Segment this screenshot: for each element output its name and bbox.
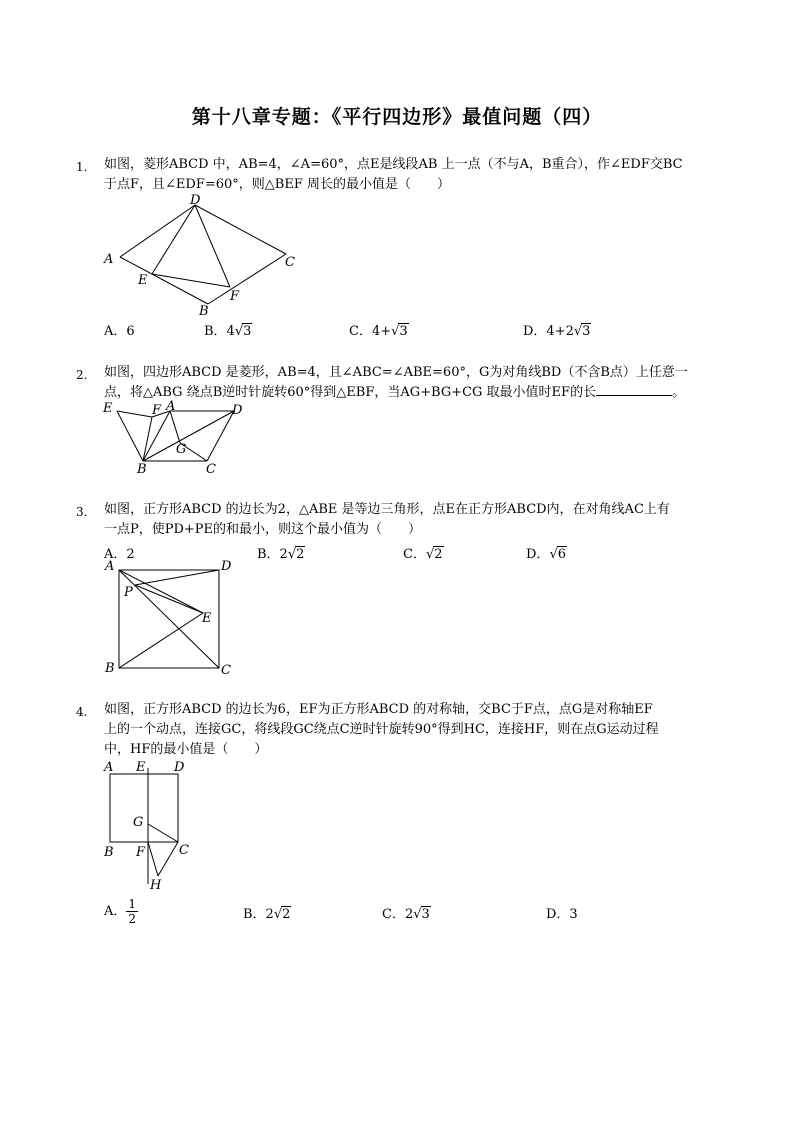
q2-label-e: E [103,401,113,416]
q3-label-b: B [105,661,115,676]
q1-label-b: B [199,304,209,319]
q2-label-a: A [166,399,176,414]
q3-option-c: C．√2 [403,547,443,562]
question-1-figure [100,192,310,320]
q4-label-h: H [150,878,162,893]
q4-option-a: A． $\frac{1}{2}$ [104,897,137,926]
question-2-line-2: 点，将△ABG 绕点B逆时针旋转60°得到△EBF，当AG+BG+CG 取最小值时EF的长 。 [104,385,686,400]
q2-label-f: F [152,403,162,418]
q2-label-d: D [232,403,243,418]
question-4-line-3: 中，HF的最小值是（ ） [104,742,268,757]
q4-option-c: C．2√3 [382,907,430,922]
q1-label-c: C [285,255,295,270]
q3-option-b-radicand: 2 [296,547,305,562]
q3-option-c-radicand: 2 [434,547,443,562]
question-4-line-1: 如图，正方形ABCD 的边长为6，EF为正方形ABCD 的对称轴，交BC于F点，点G是对称轴EF [104,702,653,717]
q3-label-e: E [202,611,212,626]
question-1-number: 1. [76,160,88,174]
question-4-number: 4. [76,705,88,719]
q2-label-g: G [176,442,187,457]
question-2-number: 2. [76,368,88,382]
question-2-line-1: 如图，四边形ABCD 是菱形，AB=4，且∠ABC=∠ABE=60°，G为对角线BD（不含B点）上任意一 [104,365,688,380]
q4-label-b: B [104,845,114,860]
q3-option-a: A．2 [104,547,135,562]
question-1-line-2: 于点F，且∠EDF=60°，则△BEF 周长的最小值是（ ） [104,177,450,192]
question-3-line-1: 如图，正方形ABCD 的边长为2，△ABE 是等边三角形，点E在正方形ABCD内，在对角线AC上有 [104,502,670,517]
question-2-figure [100,398,248,478]
q2-answer-blank [596,383,672,396]
q4-label-f: F [136,845,146,860]
q4-label-a: A [104,760,114,775]
q1-option-d: D．4+2√3 [523,324,591,339]
question-1-line-1: 如图，菱形ABCD 中，AB=4，∠A=60°，点E是线段AB 上一点（不与A，B重合），作∠EDF交BC [104,157,683,172]
q4-option-b-radicand: 2 [282,907,291,922]
q1-option-a: A．6 [104,324,135,339]
q4-option-a-fraction: $\frac{1}{2}$ [128,897,137,926]
q1-option-b-radicand: 3 [243,324,252,339]
q3-label-c: C [221,663,231,678]
question-3-figure [100,558,240,678]
question-3-line-2: 一点P，使PD+PE的和最小，则这个最小值为（ ） [104,522,422,537]
q2-label-b: B [137,462,147,477]
q4-label-g: G [133,815,144,830]
q3-option-b: B．2√2 [257,547,305,562]
q1-label-a: A [104,252,114,267]
q1-option-c-radicand: 3 [399,324,408,339]
q4-option-d: D．3 [546,907,578,922]
q1-option-c: C．4+√3 [349,324,408,339]
q1-label-f: F [230,289,240,304]
q3-option-d: D．√6 [526,547,567,562]
q3-label-p: P [124,585,133,600]
q3-label-d: D [221,559,232,574]
q4-option-b: B．2√2 [243,907,291,922]
q3-label-a: A [105,559,115,574]
q1-option-d-radicand: 3 [582,324,591,339]
question-3-number: 3. [76,505,88,519]
q1-label-e: E [138,273,148,288]
q1-option-b: B．4√3 [204,324,252,339]
q3-option-d-radicand: 6 [557,547,567,562]
question-4-line-2: 上的一个动点，连接GC，将线段GC绕点C逆时针旋转90°得到HC，连接HF，则在点G运动过程 [104,722,659,737]
q4-label-d: D [174,760,185,775]
q1-label-d: D [190,193,201,208]
q2-label-c: C [206,462,216,477]
q4-label-e: E [136,760,146,775]
question-4-figure [100,758,200,894]
page-title: 第十八章专题：《平行四边形》最值问题（四） [191,106,603,128]
q4-label-c: C [179,843,189,858]
q4-option-c-radicand: 3 [421,907,430,922]
